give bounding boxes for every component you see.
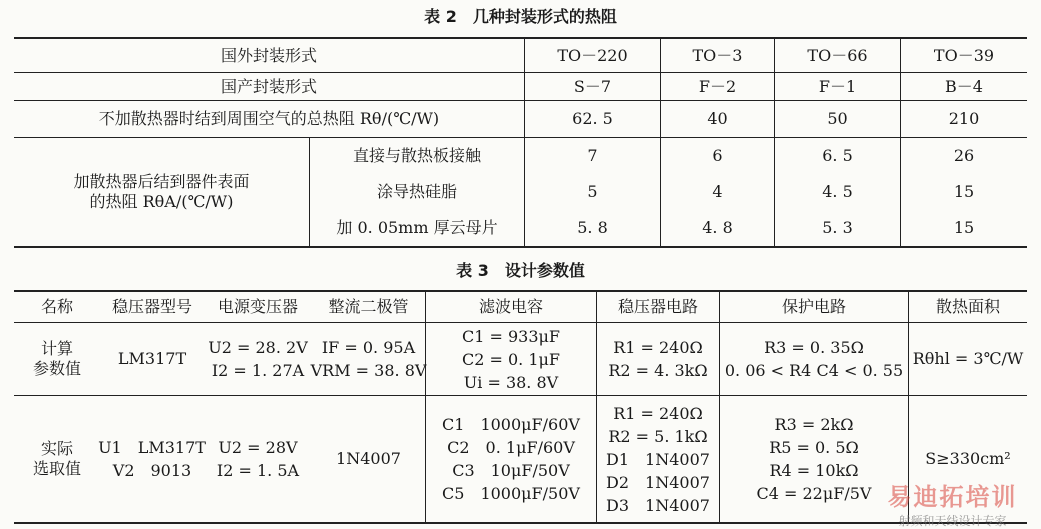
table2-cell: 40 [707,109,728,128]
actual-capacitor-value: C1 1000μF/60V [442,415,580,434]
actual-transformer-value: I2 = 1. 5A [216,461,300,480]
calc-capacitor-value: Ui = 38. 8V [463,372,559,392]
watermark-logo-text: 易迪拓培训 [887,483,1018,511]
calc-transformer [204,323,312,395]
table2-cell: 5 [587,182,598,201]
table2-group-label [14,138,309,246]
table2-cell: 7 [587,146,598,165]
table2-cell: TO－220 [557,45,628,65]
table2-cell: TO－39 [933,45,995,65]
calc-name-line1: 计算 [40,339,73,358]
actual-protection-value: R5 = 0. 5Ω [769,438,859,457]
table2-cell: F－1 [818,76,857,96]
calc-capacitor [426,323,596,395]
table3-header: 滤波电容 [478,297,543,316]
table2-cell: 5. 3 [822,218,853,237]
actual-name-line2: 选取值 [32,459,81,478]
actual-transformer-value: U2 = 28V [218,438,298,457]
actual-reg-circuit-value: R2 = 5. 1kΩ [608,426,708,446]
table3-header: 电源变压器 [217,297,298,316]
calc-diode-value: IF = 0. 95A [321,338,416,357]
calc-row-name [14,323,100,395]
actual-name-line1: 实际 [40,439,73,458]
table2-row-label: 国产封装形式 [220,76,317,96]
table2-cell: 6. 5 [822,146,853,165]
actual-reg-circuit-value: R1 = 240Ω [613,403,703,423]
table2-row-label: 国外封装形式 [220,45,317,65]
actual-row-name [14,396,100,522]
table3-caption: 表 3 设计参数值 [456,261,585,280]
actual-protection-value: R4 = 10kΩ [769,461,859,480]
table2-cell: 210 [948,109,980,128]
calc-regulator: LM317T [117,349,187,368]
actual-reg-circuit [597,396,719,522]
table2-cell: 62. 5 [572,109,613,128]
table2-cell: 5. 8 [577,218,608,237]
actual-regulator [100,396,204,522]
calc-protection-value: R3 = 0. 35Ω [764,338,864,357]
actual-regulator-value: V2 9013 [112,461,192,480]
table2-cell: TO－66 [807,45,868,65]
actual-diode: 1N4007 [336,449,401,468]
table2-cell: F－2 [698,76,737,96]
group-label-line2: 的热阻 RθA/(℃/W) [89,192,234,211]
table2-bottom-rule [14,246,1027,248]
actual-reg-circuit-value: D2 1N4007 [606,472,710,492]
calc-reg-circuit [597,323,719,395]
watermark-tagline: 射频和天线设计专家 [898,514,1007,528]
actual-protection-value: R3 = 2kΩ [774,415,854,434]
table2-subrow-label: 涂导热硅脂 [376,182,457,201]
actual-capacitor-value: C5 1000μF/50V [442,484,580,503]
table2-cell: 15 [953,182,975,201]
calc-capacitor-value: C2 = 0. 1μF [461,349,561,369]
calc-capacitor-value: C1 = 933μF [461,326,561,346]
table2-cell: S－7 [573,76,612,96]
table2-cell: 4. 8 [702,218,733,237]
actual-capacitor-value: C3 10μF/50V [452,461,570,480]
table3-header: 稳压器型号 [111,297,192,316]
table2-subrow-label: 直接与散热板接触 [352,146,481,165]
table3-header: 保护电路 [781,297,846,316]
actual-transformer [204,396,312,522]
calc-reg-circuit-value: R2 = 4. 3kΩ [608,361,708,380]
table2-cell: 26 [953,146,975,165]
calc-protection [720,323,908,395]
actual-reg-circuit-value: D1 1N4007 [606,449,710,469]
calc-name-line2: 参数值 [32,359,81,378]
table2-cell: 4. 5 [822,182,853,201]
table3-header: 稳压器电路 [617,297,698,316]
table3-header: 散热面积 [935,297,1000,316]
actual-protection-value: C4 = 22μF/5V [756,484,872,503]
table3-header: 名称 [40,297,73,316]
actual-capacitor-value: C2 0. 1μF/60V [447,438,575,457]
group-label-line1: 加散热器后结到器件表面 [73,172,250,191]
calc-diode-value: VRM = 38. 8V [310,361,427,380]
table2-subrow-label: 加 0. 05mm 厚云母片 [336,218,498,237]
actual-capacitor [426,396,596,522]
table2-cell: 15 [953,218,975,237]
calc-heatsink: Rθhl = 3℃/W [912,349,1024,368]
calc-reg-circuit-value: R1 = 240Ω [613,338,703,357]
calc-transformer-value: I2 = 1. 27A [211,361,305,380]
calc-transformer-value: U2 = 28. 2V [208,338,308,357]
table3-header: 整流二极管 [328,297,409,316]
calc-protection-value: 0. 06 < R4 C4 < 0. 55 [724,361,904,380]
table2-cell: 6 [712,146,723,165]
table2-caption: 表 2 几种封装形式的热阻 [424,7,617,26]
actual-regulator-value: U1 LM317T [98,438,206,457]
actual-reg-circuit-value: D3 1N4007 [606,495,710,515]
table2-cell: 4 [712,182,723,201]
table2-cell: TO－3 [692,45,743,65]
table2-cell: B－4 [945,76,983,96]
calc-diode [312,323,425,395]
site-watermark [870,477,1035,529]
table2-row-label: 不加散热器时结到周围空气的总热阻 Rθ/(℃/W) [98,109,440,128]
actual-heatsink: S≥330cm² [925,449,1011,468]
table2-cell: 50 [827,109,848,128]
